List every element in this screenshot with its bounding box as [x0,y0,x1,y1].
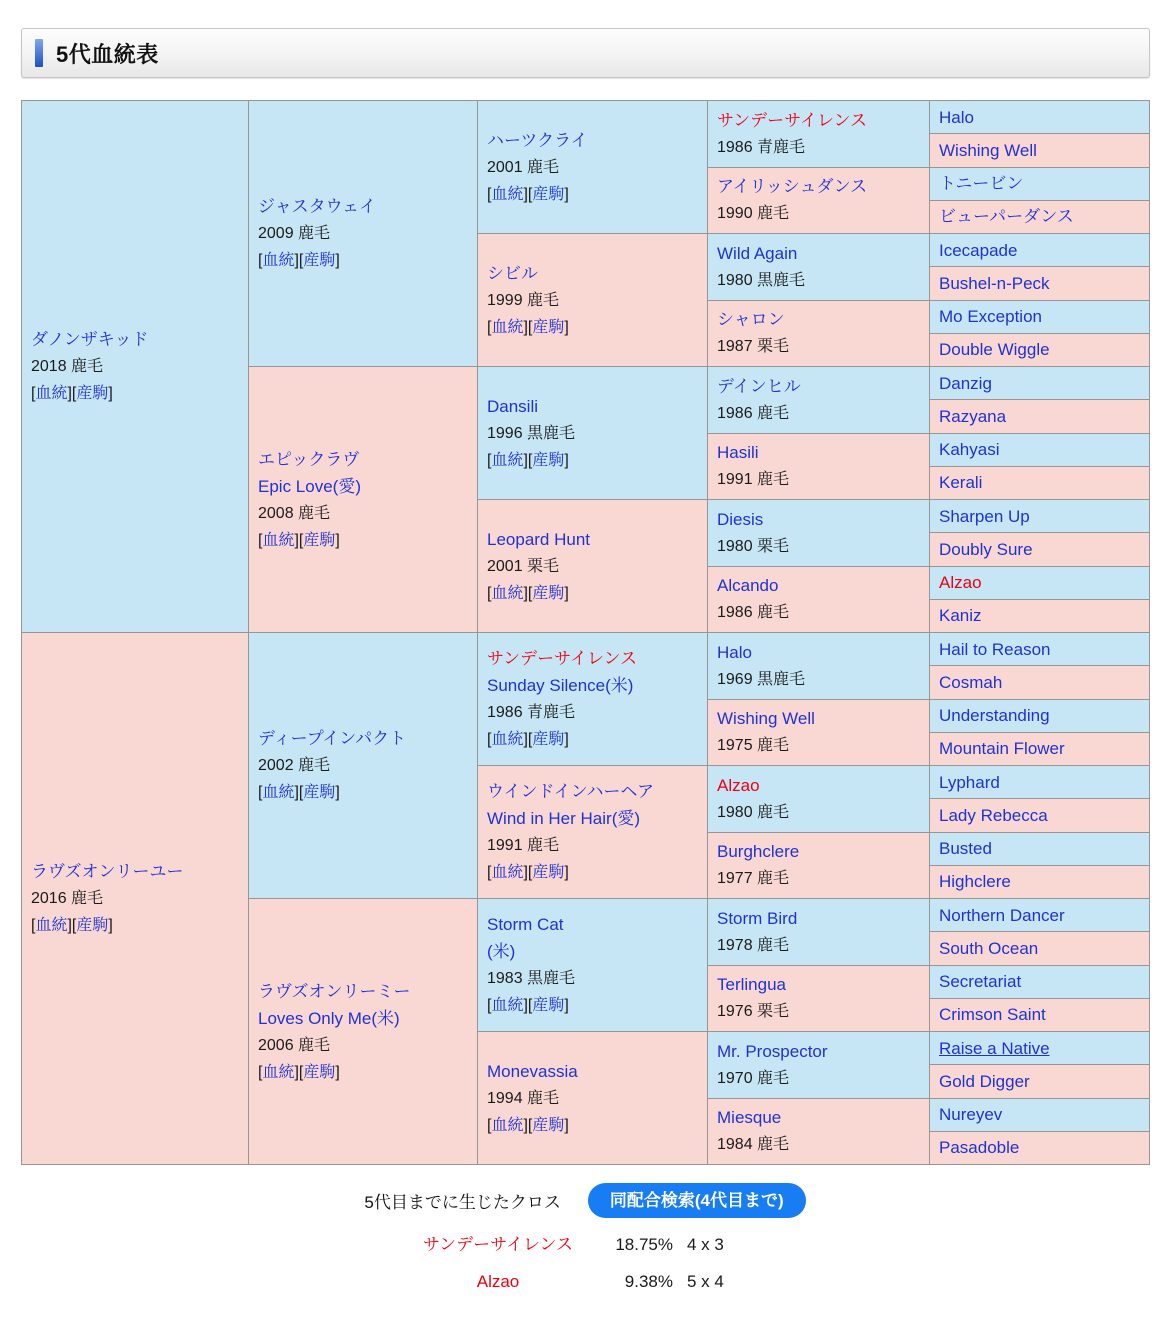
pedigree-cell [478,1032,707,1164]
bloodline-link[interactable]: 血統 [262,531,295,549]
bracket: [ [298,252,304,269]
pedigree-cell [930,201,1149,233]
pedigree-cell [708,567,929,633]
year-coat-text: 2016 鹿毛 [31,890,104,907]
pedigree-links [487,859,703,886]
pedigree-cell [478,633,707,765]
pedigree-cell [478,766,707,898]
year-coat-text: 1990 鹿毛 [717,205,790,223]
horse-name-link[interactable]: Busted [939,839,992,859]
bracket: ] [523,318,528,336]
bracket: ] [564,584,569,602]
pedigree-cell [930,766,1149,798]
offspring-link[interactable]: 産駒 [532,731,565,748]
year-coat-text: 1975 鹿毛 [717,737,790,755]
pedigree-cell [930,666,1149,698]
bloodline-link[interactable]: 血統 [491,1116,524,1134]
offspring-link[interactable]: 産駒 [532,864,565,881]
pedigree-cell [708,1099,929,1165]
bloodline-link[interactable]: 血統 [491,451,524,469]
year-coat-text: 1976 栗毛 [717,1003,790,1021]
horse-name-link[interactable]: Mo Exception [939,307,1042,327]
offspring-link[interactable]: 産駒 [532,584,565,602]
pedigree-cell [930,101,1149,133]
pedigree-cell [249,633,477,898]
pedigree-cell [249,101,477,366]
pedigree-cell [478,101,707,233]
pedigree-links [487,992,703,1019]
bracket: [ [487,185,492,203]
bracket: ] [523,997,528,1014]
horse-name-link[interactable]: Double Wiggle [939,340,1050,360]
cross-percent: 9.38% [624,1272,673,1291]
pedigree-cell [708,168,929,234]
pedigree-cell [708,966,929,1032]
bracket: [ [527,864,533,881]
horse-name-link[interactable]: ディープインパクト [258,729,407,748]
horse-name-link[interactable]: Hasili [717,443,759,463]
bracket: [ [487,584,492,602]
pedigree-links [31,912,244,939]
horse-name-link[interactable]: Kerali [939,473,983,493]
pedigree-cell [930,1099,1149,1131]
bracket: ] [67,385,72,402]
pedigree-cell [708,700,929,766]
cross-horse-name: Alzao [476,1272,520,1291]
cross-ratio: 5 x 4 [687,1272,724,1291]
horse-name-link[interactable]: Danzig [939,373,992,393]
pedigree-cell [930,168,1149,200]
cross-ratio: 4 x 3 [687,1235,724,1254]
year-coat-text: 1980 黒鹿毛 [717,271,806,289]
year-coat-text: 1980 鹿毛 [717,803,790,821]
bracket: ] [67,917,72,934]
pedigree-cell [930,833,1149,865]
horse-name-link[interactable]: Northern Dancer [939,905,1065,925]
bloodline-link[interactable]: 血統 [262,252,295,269]
bloodline-link[interactable]: 血統 [262,784,295,801]
year-coat-text: 1986 鹿毛 [717,404,790,422]
bracket: [ [527,584,533,602]
year-coat-text: 2002 鹿毛 [258,757,331,774]
bracket: [ [258,784,263,801]
bracket: ] [335,1063,340,1081]
pedigree-cell [930,966,1149,998]
horse-name-link[interactable]: Kaniz [939,606,982,626]
bloodline-link[interactable]: 血統 [491,864,524,881]
pedigree-links [487,181,703,208]
horse-name-red: Alzao [939,573,982,593]
horse-name-link[interactable]: Gold Digger [939,1071,1030,1091]
offspring-link[interactable]: 産駒 [532,997,565,1014]
bracket: ] [564,731,569,748]
horse-name-link[interactable]: Doubly Sure [939,539,1033,559]
offspring-link[interactable]: 産駒 [532,451,565,469]
bracket: [ [258,1063,263,1081]
pedigree-cell [249,899,477,1164]
horse-name-link[interactable]: ラヴズオンリーミー [258,981,411,1001]
year-coat-text: 2008 鹿毛 [258,504,331,522]
year-coat-text: 1986 青鹿毛 [487,704,576,721]
pedigree-cell [708,234,929,300]
horse-name-link[interactable]: Wishing Well [939,140,1037,160]
bloodline-link[interactable]: 血統 [491,584,524,602]
horse-name-link[interactable]: Crimson Saint [939,1005,1046,1025]
year-coat-text: 2009 鹿毛 [258,225,331,242]
bracket: [ [487,997,492,1014]
pedigree-links [487,314,703,341]
pedigree-cell [478,500,707,632]
pedigree-cell [708,1032,929,1098]
year-coat-text: 1991 鹿毛 [487,837,560,854]
pedigree-cell [930,733,1149,765]
pedigree-cell [930,467,1149,499]
bracket: ] [335,252,340,269]
horse-name-link[interactable]: Alcando [717,576,779,596]
bracket: [ [298,531,304,549]
year-coat-text: 1984 鹿毛 [717,1136,790,1154]
pedigree-cell [930,1132,1149,1164]
pedigree-cell [708,101,929,167]
horse-name-link[interactable]: Cosmah [939,672,1003,692]
year-coat-text: 1978 鹿毛 [717,936,790,954]
horse-name-link[interactable]: Secretariat [939,972,1022,992]
year-coat-text: 1986 鹿毛 [717,604,790,622]
pedigree-cell [708,899,929,965]
horse-name-link[interactable]: Halo [717,642,752,662]
year-coat-text: 1996 黒鹿毛 [487,424,576,442]
horse-name-en-link[interactable]: Loves Only Me(米) [258,1008,400,1028]
bracket: ] [564,318,569,336]
bracket: [ [298,1063,304,1081]
horse-name-red: サンデーサイレンス [487,649,638,668]
pedigree-cell [708,434,929,500]
bloodline-link[interactable]: 血統 [491,731,524,748]
pedigree-cell [930,600,1149,632]
horse-name-link[interactable]: ハーツクライ [487,130,588,150]
bracket: [ [31,385,36,402]
year-coat-text: 1999 鹿毛 [487,291,560,309]
pedigree-cell [708,301,929,367]
pedigree-table [21,100,1150,1165]
horse-name-link[interactable]: シャロン [717,310,785,330]
pedigree-links [487,1112,703,1139]
bracket: [ [71,385,77,402]
pedigree-cell [930,400,1149,432]
bracket: ] [564,997,569,1014]
pedigree-cell [930,234,1149,266]
pedigree-cell [708,633,929,699]
horse-name-link[interactable]: Mountain Flower [939,739,1065,759]
pedigree-cell [930,999,1149,1031]
bracket: ] [564,451,569,469]
horse-name-en-link[interactable]: Sunday Silence(米) [487,676,634,695]
horse-name-link[interactable]: ダノンザキッド [31,330,149,349]
pedigree-cell [930,932,1149,964]
bracket: ] [108,917,113,934]
horse-name-link[interactable]: Hail to Reason [939,639,1051,659]
bracket: [ [71,917,77,934]
horse-name-link[interactable]: Bushel-n-Peck [939,273,1050,293]
horse-name-link[interactable]: Wild Again [717,243,798,263]
pedigree-cell [249,367,477,632]
bracket: [ [487,318,492,336]
pedigree-cell [930,1065,1149,1097]
pedigree-cell [930,1032,1149,1064]
bracket: ] [564,864,569,881]
pedigree-cell [930,434,1149,466]
offspring-link[interactable]: 産駒 [76,385,109,402]
bracket: ] [294,531,299,549]
year-coat-text: 1994 鹿毛 [487,1089,560,1107]
pedigree-cell [930,134,1149,166]
bracket: ] [523,731,528,748]
horse-name-link[interactable]: トニービン [939,174,1024,194]
pedigree-links [258,779,473,806]
cross-percent: 18.75% [615,1235,673,1254]
horse-name-link[interactable]: Highclere [939,872,1011,892]
horse-name-link[interactable]: Dansili [487,396,539,416]
horse-name-link[interactable]: エピックラヴ [258,449,360,469]
bloodline-link[interactable]: 血統 [35,385,68,402]
bracket: ] [294,784,299,801]
horse-name-en-link[interactable]: Epic Love(愛) [258,476,361,496]
horse-name-link[interactable]: Monevassia [487,1061,578,1081]
bracket: ] [564,185,569,203]
offspring-link[interactable]: 産駒 [303,784,336,801]
bracket: [ [527,318,533,336]
horse-name-link[interactable]: Burghclere [717,842,800,862]
bracket: [ [527,731,533,748]
horse-name-link[interactable]: Storm Cat [487,915,564,934]
bracket: ] [564,1116,569,1134]
pedigree-links [258,527,473,554]
bracket: ] [523,451,528,469]
horse-name-link[interactable]: Miesque [717,1108,782,1128]
pedigree-cell [708,766,929,832]
bracket: [ [527,1116,533,1134]
bracket: [ [527,451,533,469]
bracket: ] [108,385,113,402]
bracket: ] [523,864,528,881]
bloodline-link[interactable]: 血統 [35,917,68,934]
horse-name-link[interactable]: Halo [939,107,974,127]
horse-name-link[interactable]: South Ocean [939,938,1039,958]
pedigree-links [258,1059,473,1086]
pedigree-cell [708,500,929,566]
bracket: ] [523,1116,528,1134]
pedigree-links [258,247,473,274]
horse-name-link[interactable]: Wishing Well [717,709,815,729]
horse-name-link[interactable]: ジャスタウェイ [258,197,376,216]
year-coat-text: 1983 黒鹿毛 [487,970,576,987]
pedigree-links [487,580,703,607]
pedigree-links [487,447,703,474]
offspring-link[interactable]: 産駒 [76,917,109,934]
horse-name-red: Alzao [717,775,760,795]
pedigree-cell [930,866,1149,898]
horse-name-link[interactable]: ラヴズオンリーユー [31,862,184,881]
bracket: [ [527,997,533,1014]
horse-name-link[interactable]: Terlingua [717,975,786,995]
pedigree-cell [930,567,1149,599]
offspring-link[interactable]: 産駒 [532,318,565,336]
year-coat-text: 2018 鹿毛 [31,358,104,375]
offspring-link[interactable]: 産駒 [303,531,336,549]
bracket: ] [523,584,528,602]
year-coat-text: 1991 鹿毛 [717,471,790,489]
accent-bar [35,39,43,67]
bracket: ] [294,252,299,269]
pedigree-cell [708,367,929,433]
bloodline-link[interactable]: 血統 [491,318,524,336]
year-coat-text: 2006 鹿毛 [258,1036,331,1054]
horse-name-link[interactable]: Nureyev [939,1105,1003,1125]
pedigree-cell [708,833,929,899]
bloodline-link[interactable]: 血統 [491,997,524,1014]
bloodline-link[interactable]: 血統 [262,1063,295,1081]
offspring-link[interactable]: 産駒 [303,252,336,269]
cross-list [0,1230,1170,1314]
horse-name-link[interactable]: ビューパーダンス [939,207,1074,227]
cross-label: 5代目までに生じたクロス [364,1193,561,1212]
bracket: ] [523,185,528,203]
pedigree-cell [930,633,1149,665]
year-coat-text: 1977 鹿毛 [717,870,790,888]
pedigree-cell [930,700,1149,732]
bracket: [ [487,1116,492,1134]
bracket: [ [487,864,492,881]
bracket: ] [335,531,340,549]
year-coat-text: 1986 青鹿毛 [717,138,806,156]
horse-name-link[interactable]: Mr. Prospector [717,1041,828,1061]
bracket: [ [258,531,263,549]
pedigree-cell [930,334,1149,366]
offspring-link[interactable]: 産駒 [303,1063,336,1081]
horse-name-link[interactable]: Icecapade [939,240,1018,260]
horse-name-link[interactable]: デインヒル [717,376,801,396]
horse-name-link[interactable]: アイリッシュダンス [717,177,868,197]
same-mating-search-button[interactable]: 同配合検索(4代目まで) [588,1183,806,1218]
horse-name-link[interactable]: Kahyasi [939,440,1000,460]
page-title: 5代血統表 [56,41,159,67]
horse-name-en-link[interactable]: (米) [487,942,516,961]
pedigree-cell [930,799,1149,831]
horse-name-en-link[interactable]: Wind in Her Hair(愛) [487,809,641,828]
horse-name-link[interactable]: Pasadoble [939,1138,1020,1158]
pedigree-cell [478,234,707,366]
horse-name-link[interactable]: Leopard Hunt [487,529,591,549]
pedigree-cell [930,899,1149,931]
header-bar [21,28,1150,78]
bracket: ] [335,784,340,801]
year-coat-text: 1987 栗毛 [717,338,790,356]
year-coat-text: 2001 鹿毛 [487,158,560,176]
pedigree-links [31,380,244,407]
horse-name-link[interactable]: シビル [487,263,538,283]
horse-name-link[interactable]: Sharpen Up [939,506,1030,526]
bracket: [ [487,451,492,469]
year-coat-text: 1969 黒鹿毛 [717,670,806,688]
pedigree-cell [478,367,707,499]
pedigree-cell [478,899,707,1031]
horse-name-link[interactable]: Storm Bird [717,908,798,928]
bracket: [ [31,917,36,934]
horse-name-link[interactable]: Raise a Native [939,1038,1050,1058]
bracket: [ [298,784,304,801]
pedigree-cell [930,500,1149,532]
horse-name-link[interactable]: Razyana [939,406,1007,426]
offspring-link[interactable]: 産駒 [532,1116,565,1134]
year-coat-text: 1970 鹿毛 [717,1069,790,1087]
bloodline-link[interactable]: 血統 [491,185,524,203]
pedigree-cell [22,101,248,632]
pedigree-cell [930,533,1149,565]
pedigree-cell [22,633,248,1164]
cross-section-header [0,1183,1170,1218]
pedigree-links [487,726,703,753]
bracket: [ [487,731,492,748]
horse-name-link[interactable]: Diesis [717,509,764,529]
pedigree-cell [930,367,1149,399]
horse-name-red: サンデーサイレンス [717,110,868,130]
year-coat-text: 1980 栗毛 [717,537,790,555]
bracket: [ [527,185,533,203]
horse-name-link[interactable]: Understanding [939,706,1050,726]
horse-name-link[interactable]: ウインドインハーヘア [487,782,654,801]
horse-name-link[interactable]: Lyphard [939,772,1000,792]
year-coat-text: 2001 栗毛 [487,557,560,575]
pedigree-cell [930,301,1149,333]
cross-row [0,1272,1170,1314]
cross-row [0,1230,1170,1272]
pedigree-cell [930,267,1149,299]
offspring-link[interactable]: 産駒 [532,185,565,203]
bracket: [ [258,252,263,269]
bracket: ] [294,1063,299,1081]
horse-name-link[interactable]: Lady Rebecca [939,805,1048,825]
cross-horse-name: サンデーサイレンス [422,1235,574,1254]
